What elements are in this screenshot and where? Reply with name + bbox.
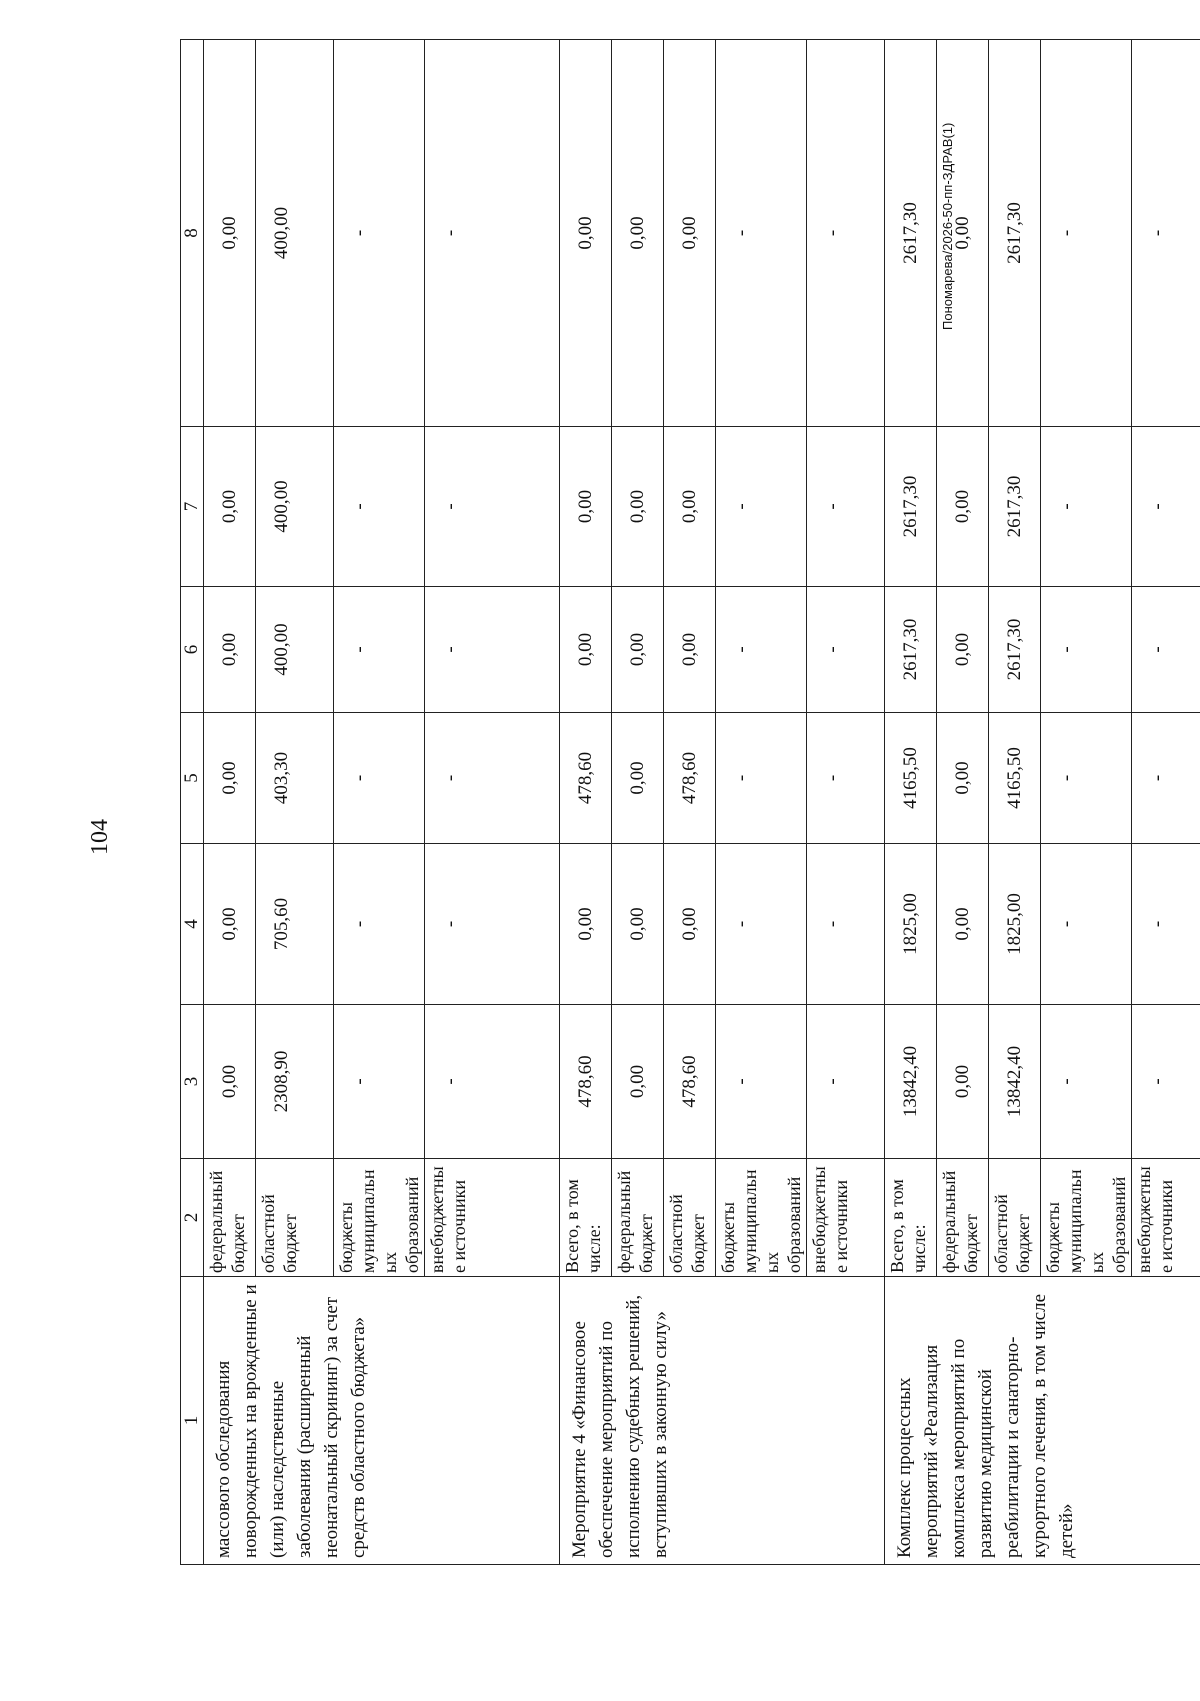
page-number: 104 xyxy=(87,819,113,855)
amount-cell: 0,00 xyxy=(664,40,716,427)
funding-source-text: внебюджетные источники xyxy=(1134,1166,1176,1273)
amount-cell: - xyxy=(807,1005,885,1159)
amount-cell: 403,30 xyxy=(256,713,334,844)
column-header: 4 xyxy=(181,844,204,1005)
amount-cell: 478,60 xyxy=(560,713,612,844)
amount-cell: - xyxy=(334,587,425,713)
column-header: 6 xyxy=(181,587,204,713)
amount-cell: - xyxy=(1041,40,1132,427)
funding-source-text: Всего, в том числе: xyxy=(562,1179,604,1273)
amount-cell: - xyxy=(425,844,560,1005)
column-header: 7 xyxy=(181,427,204,587)
amount-cell: - xyxy=(807,40,885,427)
measure-name: Мероприятие 4 «Финансовое обеспечение мероприятий по исполнению судебных решений, вступивших в законную силу» xyxy=(560,1277,885,1565)
funding-source-text: бюджеты муниципальных образований xyxy=(1043,1169,1129,1273)
amount-cell: - xyxy=(425,587,560,713)
budget-table-rotated xyxy=(180,40,1176,1565)
amount-cell: 0,00 xyxy=(664,427,716,587)
amount-cell: 0,00 xyxy=(560,587,612,713)
funding-source-text: Всего, в том числе: xyxy=(887,1179,929,1273)
funding-source xyxy=(989,1159,1041,1277)
measure-name: Комплекс процессных мероприятий «Реализация комплекса мероприятий по развитию медицинской реабилитации и санаторно-курортного лечения, в том числе детей» xyxy=(885,1277,1200,1565)
amount-cell: 0,00 xyxy=(937,40,989,427)
amount-cell: - xyxy=(425,713,560,844)
amount-cell: - xyxy=(807,844,885,1005)
amount-cell: - xyxy=(1132,587,1200,713)
amount-cell: 0,00 xyxy=(204,713,256,844)
amount-cell: 4165,50 xyxy=(989,713,1041,844)
amount-cell: - xyxy=(1041,713,1132,844)
funding-source xyxy=(716,1159,807,1277)
funding-source-text: федеральный бюджет xyxy=(206,1170,248,1273)
amount-cell: - xyxy=(1041,844,1132,1005)
column-header: 8 xyxy=(181,40,204,427)
amount-cell: 13842,40 xyxy=(885,1005,937,1159)
funding-source-text: бюджеты муниципальных образований xyxy=(718,1169,804,1273)
amount-cell: 13842,40 xyxy=(989,1005,1041,1159)
table-row xyxy=(204,40,256,1565)
amount-cell: 400,00 xyxy=(256,587,334,713)
amount-cell: 4165,50 xyxy=(885,713,937,844)
amount-cell: 2617,30 xyxy=(989,40,1041,427)
amount-cell: - xyxy=(716,844,807,1005)
funding-source-text: областной бюджет xyxy=(991,1194,1033,1273)
funding-source xyxy=(937,1159,989,1277)
amount-cell: 478,60 xyxy=(664,713,716,844)
amount-cell: - xyxy=(807,427,885,587)
amount-cell: 0,00 xyxy=(204,844,256,1005)
amount-cell: - xyxy=(425,1005,560,1159)
amount-cell: 0,00 xyxy=(937,844,989,1005)
amount-cell: - xyxy=(425,40,560,427)
amount-cell: 0,00 xyxy=(664,587,716,713)
funding-source-text: областной бюджет xyxy=(258,1194,300,1273)
funding-source xyxy=(334,1159,425,1277)
amount-cell: 0,00 xyxy=(204,1005,256,1159)
amount-cell: - xyxy=(716,1005,807,1159)
amount-cell: - xyxy=(716,713,807,844)
funding-source-text: внебюджетные источники xyxy=(427,1166,469,1273)
amount-cell: - xyxy=(716,40,807,427)
amount-cell: - xyxy=(716,427,807,587)
funding-source-text: бюджеты муниципальных образований xyxy=(336,1169,422,1273)
amount-cell: 0,00 xyxy=(937,427,989,587)
amount-cell: 1825,00 xyxy=(989,844,1041,1005)
amount-cell: 2617,30 xyxy=(885,427,937,587)
amount-cell: - xyxy=(1041,427,1132,587)
funding-source xyxy=(807,1159,885,1277)
funding-source xyxy=(885,1159,937,1277)
amount-cell: 2617,30 xyxy=(989,427,1041,587)
table-row xyxy=(560,40,612,1565)
amount-cell: 2617,30 xyxy=(885,40,937,427)
column-header: 1 xyxy=(181,1277,204,1565)
amount-cell: - xyxy=(716,587,807,713)
column-header: 5 xyxy=(181,713,204,844)
amount-cell: 0,00 xyxy=(612,587,664,713)
amount-cell: 2617,30 xyxy=(885,587,937,713)
amount-cell: - xyxy=(1132,40,1200,427)
amount-cell: 478,60 xyxy=(664,1005,716,1159)
funding-source xyxy=(1041,1159,1132,1277)
amount-cell: 400,00 xyxy=(256,427,334,587)
amount-cell: - xyxy=(1132,844,1200,1005)
amount-cell: 0,00 xyxy=(937,713,989,844)
amount-cell: 478,60 xyxy=(560,1005,612,1159)
amount-cell: - xyxy=(1041,1005,1132,1159)
amount-cell: 0,00 xyxy=(204,40,256,427)
amount-cell: 0,00 xyxy=(937,1005,989,1159)
amount-cell: 0,00 xyxy=(560,40,612,427)
amount-cell: - xyxy=(425,427,560,587)
amount-cell: 0,00 xyxy=(937,587,989,713)
funding-source-text: областной бюджет xyxy=(666,1194,708,1273)
amount-cell: - xyxy=(334,40,425,427)
column-header: 2 xyxy=(181,1159,204,1277)
funding-source-text: федеральный бюджет xyxy=(614,1170,656,1273)
funding-source xyxy=(256,1159,334,1277)
amount-cell: - xyxy=(807,713,885,844)
funding-source xyxy=(204,1159,256,1277)
funding-source xyxy=(664,1159,716,1277)
amount-cell: - xyxy=(334,427,425,587)
amount-cell: - xyxy=(334,844,425,1005)
funding-source xyxy=(425,1159,560,1277)
column-header: 3 xyxy=(181,1005,204,1159)
amount-cell: 0,00 xyxy=(560,427,612,587)
funding-source xyxy=(560,1159,612,1277)
budget-table xyxy=(180,39,1200,1565)
amount-cell: 705,60 xyxy=(256,844,334,1005)
amount-cell: - xyxy=(1041,587,1132,713)
funding-source xyxy=(612,1159,664,1277)
amount-cell: 0,00 xyxy=(612,844,664,1005)
amount-cell: 0,00 xyxy=(664,844,716,1005)
amount-cell: - xyxy=(1132,1005,1200,1159)
amount-cell: 0,00 xyxy=(612,427,664,587)
measure-name: массового обследования новорожденных на врожденные и (или) наследственные заболевания (расширенный неонатальный скрининг) за счет средств областного бюджета» xyxy=(204,1277,560,1565)
amount-cell: 1825,00 xyxy=(885,844,937,1005)
amount-cell: - xyxy=(807,587,885,713)
amount-cell: 0,00 xyxy=(612,40,664,427)
amount-cell: - xyxy=(334,1005,425,1159)
amount-cell: 400,00 xyxy=(256,40,334,427)
amount-cell: 2308,90 xyxy=(256,1005,334,1159)
amount-cell: 0,00 xyxy=(204,427,256,587)
table-row xyxy=(885,40,937,1565)
amount-cell: - xyxy=(1132,427,1200,587)
amount-cell: 2617,30 xyxy=(989,587,1041,713)
amount-cell: 0,00 xyxy=(612,1005,664,1159)
funding-source-text: федеральный бюджет xyxy=(939,1170,981,1273)
funding-source xyxy=(1132,1159,1200,1277)
document-reference: Пономарева/2026-50-пп-ЗДРАВ(1) xyxy=(940,122,955,330)
amount-cell: - xyxy=(1132,713,1200,844)
amount-cell: - xyxy=(334,713,425,844)
funding-source-text: внебюджетные источники xyxy=(809,1166,851,1273)
amount-cell: 0,00 xyxy=(204,587,256,713)
amount-cell: 0,00 xyxy=(612,713,664,844)
header-row xyxy=(181,40,204,1565)
amount-cell: 0,00 xyxy=(560,844,612,1005)
